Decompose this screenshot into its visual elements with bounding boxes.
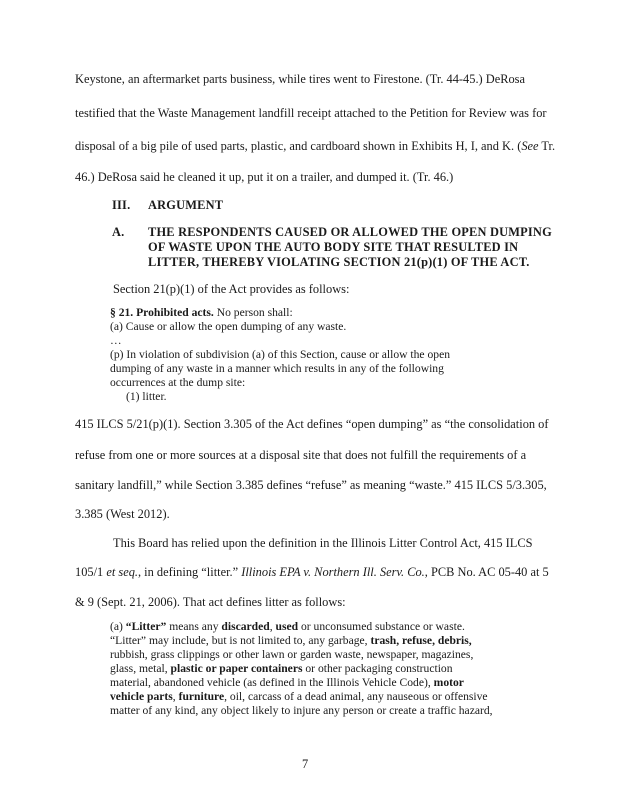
text-run: No person shall: [213,306,293,319]
paragraph-line [75,565,549,579]
text-run: motor [433,676,464,689]
subsection-title-line: OF WASTE UPON THE AUTO BODY SITE THAT RESULTED IN [148,240,519,254]
statute-quote-line: dumping of any waste in a manner which results in any of the following [110,362,444,375]
text-run: discarded [221,620,270,633]
statute-quote-line [110,620,465,634]
text-run: et seq. [106,565,138,579]
statute-quote-line: (p) In violation of subdivision (a) of this Section, cause or allow the open [110,348,451,361]
statute-quote-line [110,634,472,648]
text-run: Tr. [538,139,556,153]
text-run: glass, metal, [110,662,171,675]
statute-quote-line: (a) Cause or allow the open dumping of any waste. [110,320,347,333]
ellipsis: … [110,334,122,347]
text-run: or unconsumed substance or waste. [298,620,465,633]
text-run: , [269,620,276,633]
statute-quote-line: rubbish, grass clippings or other lawn or garden waste, newspaper, magazines, [110,648,474,661]
text-run: , PCB No. AC 05-40 at 5 [424,565,549,579]
text-run: “Litter” [125,620,167,633]
statute-quote-line: matter of any kind, any object likely to injure any person or create a traffic hazard, [110,704,493,717]
statute-quote-line [110,676,464,690]
subsection-title-line: LITTER, THEREBY VIOLATING SECTION 21(p)(1) OF THE ACT. [148,255,530,269]
paragraph-line: 415 ILCS 5/21(p)(1). Section 3.305 of the Act defines “open dumping” as “the consolidation of [75,417,549,431]
subsection-title-line: THE RESPONDENTS CAUSED OR ALLOWED THE OPEN DUMPING [148,225,552,239]
paragraph-line: 46.) DeRosa said he cleaned it up, put it on a trailer, and dumped it. (Tr. 46.) [75,170,454,184]
citation-signal: See [521,139,539,153]
paragraph-line: This Board has relied upon the definition in the Illinois Litter Control Act, 415 ILCS [113,536,533,550]
statute-quote-line: (1) litter. [126,390,167,403]
paragraph-line: Keystone, an aftermarket parts business, while tires went to Firestone. (Tr. 44-45.) DeRosa [75,72,525,86]
text-run: 105/1 [75,565,107,579]
paragraph-line: refuse from one or more sources at a disposal site that does not fulfill the requirements of a [75,448,527,462]
paragraph-line: & 9 (Sept. 21, 2006). That act defines litter as follows: [75,595,346,609]
text-run: , in defining “litter.” [137,565,242,579]
text-run: , [172,690,179,703]
text-run: used [275,620,299,633]
text-run: , oil, carcass of a dead animal, any nauseous or offensive [224,690,488,703]
text-run: or other packaging construction [302,662,453,675]
section-title: ARGUMENT [148,198,224,212]
text-run: disposal of a big pile of used parts, plastic, and cardboard shown in Exhibits H, I, and K. ( [75,139,522,153]
text-run: material, abandoned vehicle (as defined in the Illinois Vehicle Code), [110,676,434,689]
statute-quote-line [110,690,488,704]
text-run: “Litter” may include, but is not limited to, any garbage, [110,634,371,647]
page-number: 7 [302,757,309,771]
text-run: vehicle parts [110,690,173,703]
text-run: (a) [110,620,126,633]
text-run: plastic or paper containers [170,662,303,675]
text-run: furniture [178,690,225,703]
case-name: Illinois EPA v. Northern Ill. Serv. Co. [241,565,425,579]
paragraph-line: 3.385 (West 2012). [75,507,170,521]
text-run: means any [166,620,222,633]
intro-line: Section 21(p)(1) of the Act provides as follows: [113,282,350,296]
paragraph-line [75,139,555,153]
statute-quote-line [110,662,453,676]
statute-quote-line [110,306,293,320]
text-run: trash, refuse, debris, [370,634,472,647]
section-number: III. [112,198,131,212]
statute-quote-line: occurrences at the dump site: [110,376,246,389]
paragraph-line: sanitary landfill,” while Section 3.385 defines “refuse” as meaning “waste.” 415 ILCS 5/3.305, [75,478,547,492]
statute-heading: § 21. Prohibited acts. [110,306,214,319]
subsection-letter: A. [112,225,125,239]
paragraph-line: testified that the Waste Management landfill receipt attached to the Petition for Review was for [75,106,547,120]
